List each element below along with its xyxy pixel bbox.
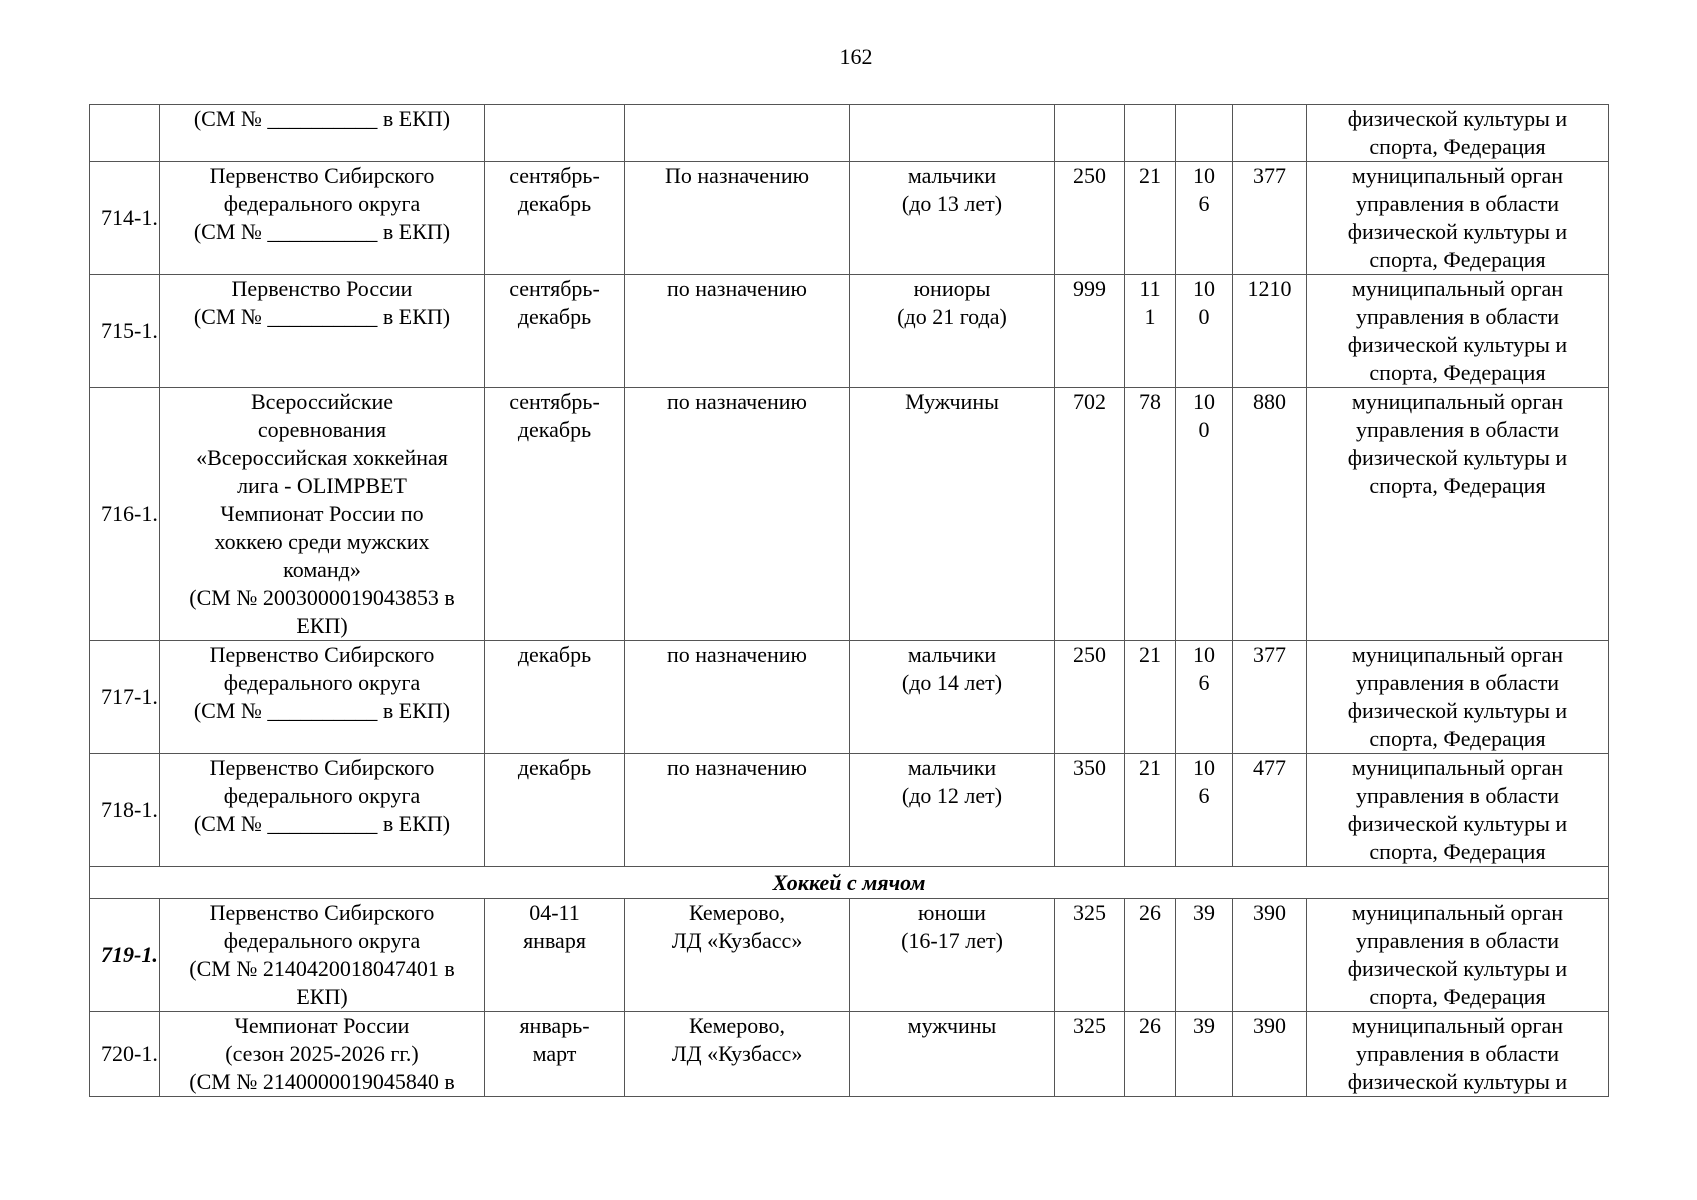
- count-1: 250: [1055, 162, 1125, 275]
- organizer-line: спорта, Федерация: [1369, 726, 1546, 751]
- count-2-line: 26: [1139, 1013, 1161, 1038]
- event-name-line: Первенство Сибирского: [209, 163, 435, 188]
- organizer-line: муниципальный орган: [1351, 755, 1564, 780]
- organizer-line: муниципальный орган: [1351, 276, 1564, 301]
- event-period-line: 04-11: [529, 900, 580, 925]
- count-1: 325: [1055, 899, 1125, 1012]
- row-number: 719-1.: [90, 899, 160, 1012]
- event-name: [160, 105, 485, 162]
- event-name-line: Первенство Сибирского: [209, 900, 435, 925]
- count-3: [1176, 275, 1233, 388]
- event-name-line: (сезон 2025-2026 гг.): [225, 1041, 419, 1066]
- event-period-line: декабрь: [517, 304, 592, 329]
- count-3: [1176, 388, 1233, 641]
- count-3: [1176, 162, 1233, 275]
- count-2: [1125, 105, 1176, 162]
- row-number: 718-1.: [90, 754, 160, 867]
- event-name-line: (СМ № __________ в ЕКП): [193, 811, 451, 836]
- event-place-line: по назначению: [667, 642, 807, 667]
- table-row: [90, 899, 1609, 1012]
- organizer-line: спорта, Федерация: [1369, 134, 1546, 159]
- event-place-line: по назначению: [667, 389, 807, 414]
- count-2-line: 21: [1139, 642, 1161, 667]
- event-period-line: декабрь: [517, 417, 592, 442]
- participant-group-line: (до 12 лет): [901, 783, 1003, 808]
- event-name-line: федерального округа: [223, 783, 421, 808]
- participant-group-line: юниоры: [913, 276, 991, 301]
- organizer-line: муниципальный орган: [1351, 642, 1564, 667]
- participant-group: [850, 162, 1055, 275]
- count-2: [1125, 754, 1176, 867]
- event-name-line: (СМ № 2140000019045840 в: [189, 1069, 455, 1094]
- organizer-line: спорта, Федерация: [1369, 360, 1546, 385]
- organizer-line: управления в области: [1356, 304, 1559, 329]
- count-3-line: 10: [1193, 276, 1215, 301]
- row-number: 715-1.: [90, 275, 160, 388]
- event-place: [625, 899, 850, 1012]
- count-3-line: 39: [1193, 1013, 1215, 1038]
- table-row: [90, 275, 1609, 388]
- event-name-line: Чемпионат России: [234, 1013, 410, 1038]
- event-period: [485, 388, 625, 641]
- event-place-line: Кемерово,: [688, 900, 786, 925]
- event-period: [485, 641, 625, 754]
- participant-group-line: мальчики: [907, 163, 997, 188]
- organizer-line: физической культуры и: [1347, 956, 1568, 981]
- organizer: [1307, 754, 1609, 867]
- count-total: 1210: [1233, 275, 1307, 388]
- count-2: [1125, 641, 1176, 754]
- event-name-line: федерального округа: [223, 670, 421, 695]
- event-name: [160, 641, 485, 754]
- event-name-line: (СМ № __________ в ЕКП): [193, 106, 451, 131]
- participant-group: [850, 641, 1055, 754]
- count-3: [1176, 754, 1233, 867]
- event-period-line: декабрь: [517, 642, 592, 667]
- count-1: 702: [1055, 388, 1125, 641]
- event-place: [625, 105, 850, 162]
- event-place-line: ЛД «Кузбасс»: [671, 1041, 803, 1066]
- event-period: [485, 754, 625, 867]
- organizer-line: спорта, Федерация: [1369, 473, 1546, 498]
- event-name-line: Первенство России: [231, 276, 413, 301]
- participant-group-line: (до 21 года): [897, 304, 1007, 329]
- event-period: [485, 275, 625, 388]
- section-row: [90, 867, 1609, 899]
- organizer-line: управления в области: [1356, 191, 1559, 216]
- count-1: 325: [1055, 1012, 1125, 1097]
- event-name: [160, 899, 485, 1012]
- event-period-line: января: [523, 928, 586, 953]
- participant-group-line: (до 14 лет): [901, 670, 1003, 695]
- count-3-line: 10: [1193, 163, 1215, 188]
- organizer: [1307, 641, 1609, 754]
- participant-group: [850, 754, 1055, 867]
- organizer: [1307, 275, 1609, 388]
- count-total: 390: [1233, 899, 1307, 1012]
- organizer-line: спорта, Федерация: [1369, 984, 1546, 1009]
- table-row: [90, 162, 1609, 275]
- event-period-line: сентябрь-: [509, 389, 600, 414]
- row-number: 717-1.: [90, 641, 160, 754]
- event-name: [160, 162, 485, 275]
- table-row: [90, 388, 1609, 641]
- count-3-line: 39: [1193, 900, 1215, 925]
- count-3-line: 10: [1193, 389, 1215, 414]
- count-1: [1055, 105, 1125, 162]
- count-2: [1125, 162, 1176, 275]
- count-3-line: 10: [1193, 755, 1215, 780]
- table-row: [90, 1012, 1609, 1097]
- event-place: [625, 1012, 850, 1097]
- organizer-line: муниципальный орган: [1351, 900, 1564, 925]
- organizer-line: спорта, Федерация: [1369, 839, 1546, 864]
- count-3-line: 0: [1198, 417, 1210, 442]
- event-place-line: По назначению: [664, 163, 810, 188]
- row-number: 714-1.: [90, 162, 160, 275]
- organizer: [1307, 162, 1609, 275]
- participant-group: [850, 899, 1055, 1012]
- page-number: 162: [839, 44, 873, 69]
- count-3: [1176, 899, 1233, 1012]
- events-table: [89, 104, 1609, 1097]
- event-period-line: январь-: [519, 1013, 590, 1038]
- event-place: [625, 641, 850, 754]
- count-total: 377: [1233, 162, 1307, 275]
- participant-group: [850, 388, 1055, 641]
- event-place-line: Кемерово,: [688, 1013, 786, 1038]
- organizer-line: управления в области: [1356, 928, 1559, 953]
- count-3-line: 6: [1198, 670, 1210, 695]
- event-name: [160, 275, 485, 388]
- count-total: [1233, 105, 1307, 162]
- organizer-line: управления в области: [1356, 783, 1559, 808]
- event-place: [625, 162, 850, 275]
- organizer-line: физической культуры и: [1347, 219, 1568, 244]
- count-2-line: 26: [1139, 900, 1161, 925]
- count-2: [1125, 1012, 1176, 1097]
- organizer-line: муниципальный орган: [1351, 389, 1564, 414]
- event-name-line: команд»: [283, 557, 361, 582]
- participant-group-line: (16-17 лет): [901, 928, 1003, 953]
- event-name-line: Чемпионат России по: [220, 501, 424, 526]
- participant-group-line: юноши: [918, 900, 986, 925]
- participant-group-line: Мужчины: [905, 389, 999, 414]
- count-1: 999: [1055, 275, 1125, 388]
- organizer-line: управления в области: [1356, 670, 1559, 695]
- participant-group: [850, 1012, 1055, 1097]
- event-name-line: ЕКП): [296, 613, 348, 638]
- count-2-line: 21: [1139, 755, 1161, 780]
- count-3-line: 6: [1198, 191, 1210, 216]
- count-1: 350: [1055, 754, 1125, 867]
- event-period-line: декабрь: [517, 755, 592, 780]
- count-2: [1125, 388, 1176, 641]
- table-row: [90, 754, 1609, 867]
- event-name-line: (СМ № 2140420018047401 в: [189, 956, 455, 981]
- row-number: [90, 105, 160, 162]
- table-row: [90, 641, 1609, 754]
- count-3-line: 10: [1193, 642, 1215, 667]
- event-name-line: (СМ № __________ в ЕКП): [193, 698, 451, 723]
- event-name: [160, 1012, 485, 1097]
- count-1: 250: [1055, 641, 1125, 754]
- participant-group: [850, 275, 1055, 388]
- event-name-line: «Всероссийская хоккейная: [196, 445, 448, 470]
- event-name-line: лига - OLIMPBET: [237, 473, 407, 498]
- event-place-line: ЛД «Кузбасс»: [671, 928, 803, 953]
- organizer: [1307, 388, 1609, 641]
- count-3-line: 6: [1198, 783, 1210, 808]
- event-place: [625, 388, 850, 641]
- row-number: 720-1.: [90, 1012, 160, 1097]
- event-name-line: (СМ № __________ в ЕКП): [193, 219, 451, 244]
- row-number: 716-1.: [90, 388, 160, 641]
- participant-group-line: мужчины: [907, 1013, 997, 1038]
- organizer-line: физической культуры и: [1347, 106, 1568, 131]
- count-2: [1125, 899, 1176, 1012]
- section-title: Хоккей с мячом: [90, 867, 1609, 899]
- count-total: 880: [1233, 388, 1307, 641]
- event-place: [625, 754, 850, 867]
- organizer: [1307, 1012, 1609, 1097]
- participant-group-line: мальчики: [907, 755, 997, 780]
- event-name-line: федерального округа: [223, 191, 421, 216]
- event-name-line: Первенство Сибирского: [209, 642, 435, 667]
- participant-group-line: мальчики: [907, 642, 997, 667]
- count-3-line: 0: [1198, 304, 1210, 329]
- event-place: [625, 275, 850, 388]
- participant-group: [850, 105, 1055, 162]
- event-name-line: федерального округа: [223, 928, 421, 953]
- event-period: [485, 1012, 625, 1097]
- event-period-line: сентябрь-: [509, 163, 600, 188]
- count-2-line: 11: [1139, 276, 1161, 301]
- organizer-line: муниципальный орган: [1351, 1013, 1564, 1038]
- count-2-line: 21: [1139, 163, 1161, 188]
- event-name-line: хоккею среди мужских: [214, 529, 430, 554]
- event-place-line: по назначению: [667, 755, 807, 780]
- organizer-line: физической культуры и: [1347, 332, 1568, 357]
- event-name-line: Первенство Сибирского: [209, 755, 435, 780]
- count-3: [1176, 641, 1233, 754]
- count-total: 390: [1233, 1012, 1307, 1097]
- event-name-line: (СМ № __________ в ЕКП): [193, 304, 451, 329]
- participant-group-line: (до 13 лет): [901, 191, 1003, 216]
- event-name-line: (СМ № 2003000019043853 в: [189, 585, 455, 610]
- event-name: [160, 388, 485, 641]
- table-row: [90, 105, 1609, 162]
- count-2-line: 78: [1139, 389, 1161, 414]
- event-period: [485, 105, 625, 162]
- count-3: [1176, 1012, 1233, 1097]
- count-total: 477: [1233, 754, 1307, 867]
- count-2-line: 1: [1144, 304, 1156, 329]
- organizer-line: муниципальный орган: [1351, 163, 1564, 188]
- count-total: 377: [1233, 641, 1307, 754]
- organizer-line: физической культуры и: [1347, 698, 1568, 723]
- organizer: [1307, 899, 1609, 1012]
- organizer-line: физической культуры и: [1347, 445, 1568, 470]
- organizer-line: управления в области: [1356, 1041, 1559, 1066]
- event-name: [160, 754, 485, 867]
- event-period-line: декабрь: [517, 191, 592, 216]
- event-period: [485, 899, 625, 1012]
- organizer-line: физической культуры и: [1347, 1069, 1568, 1094]
- event-name-line: ЕКП): [296, 984, 348, 1009]
- event-period-line: март: [532, 1041, 577, 1066]
- organizer-line: управления в области: [1356, 417, 1559, 442]
- event-period-line: сентябрь-: [509, 276, 600, 301]
- event-place-line: по назначению: [667, 276, 807, 301]
- organizer-line: физической культуры и: [1347, 811, 1568, 836]
- organizer-line: спорта, Федерация: [1369, 247, 1546, 272]
- event-period: [485, 162, 625, 275]
- count-2: [1125, 275, 1176, 388]
- count-3: [1176, 105, 1233, 162]
- event-name-line: соревнования: [257, 417, 387, 442]
- event-name-line: Всероссийские: [250, 389, 394, 414]
- organizer: [1307, 105, 1609, 162]
